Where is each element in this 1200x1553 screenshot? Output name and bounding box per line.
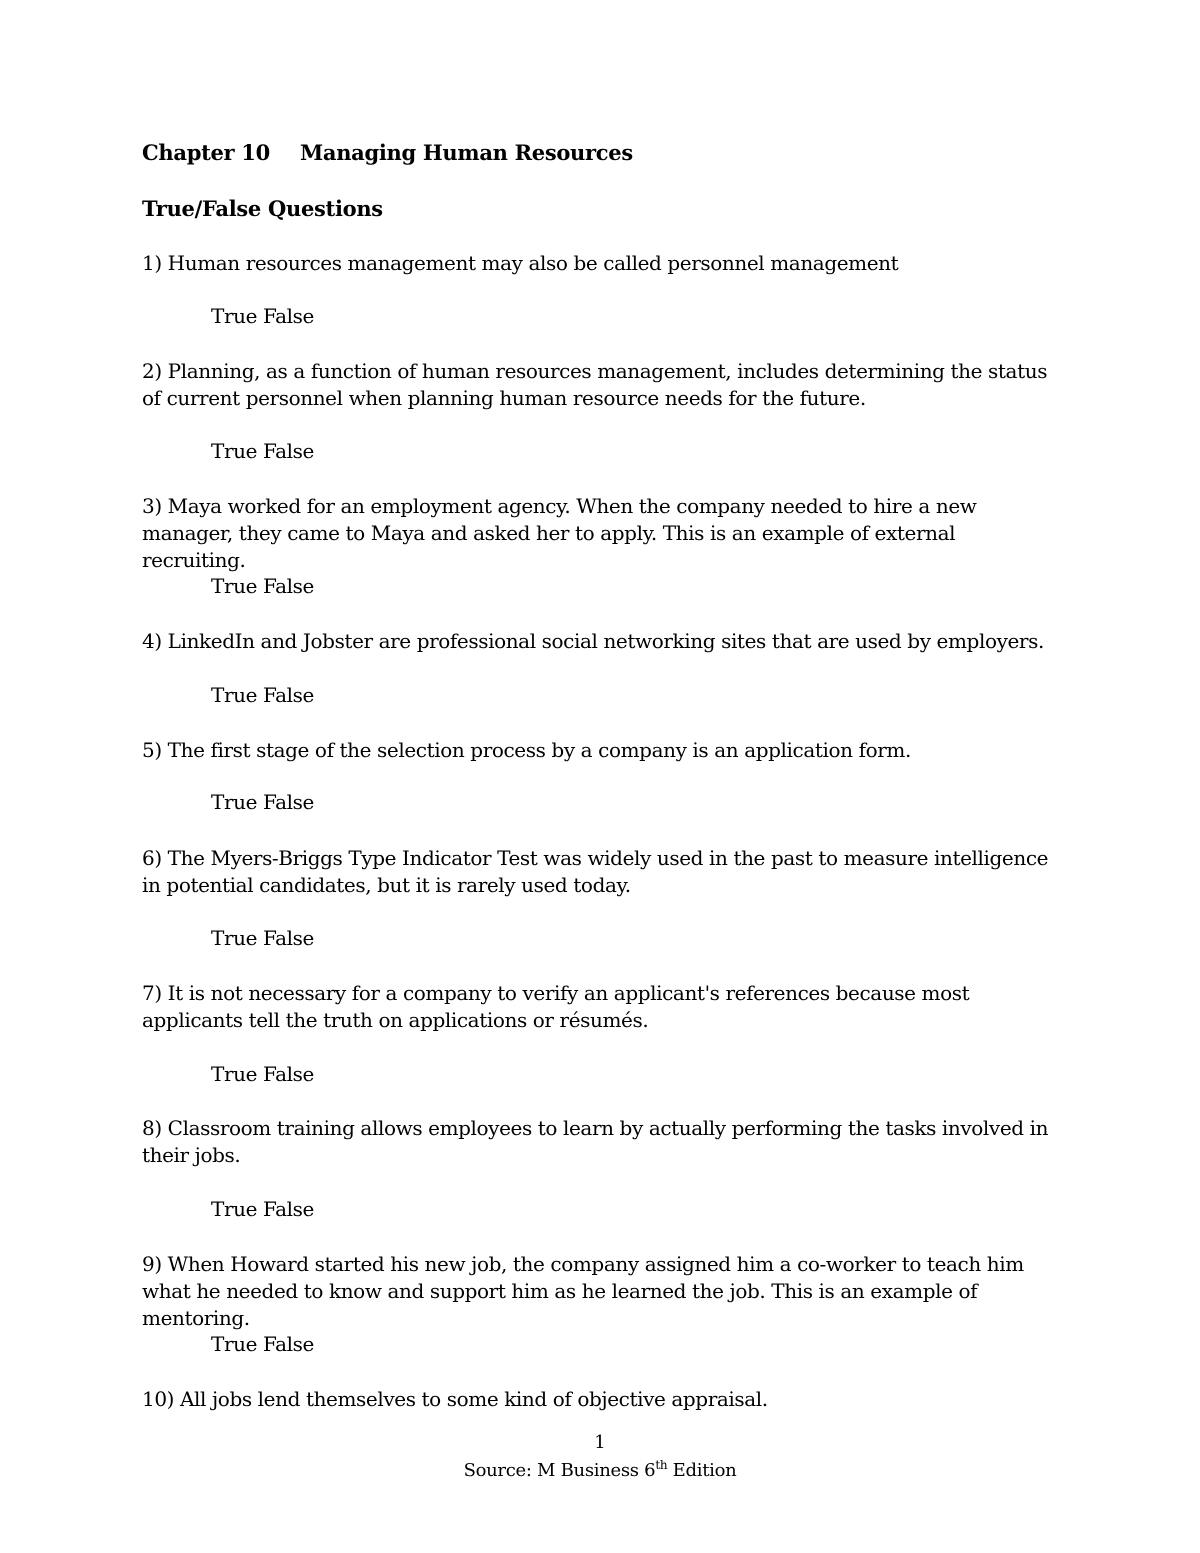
source-suffix: Edition — [667, 1460, 737, 1481]
answer-options-5: True False — [211, 790, 314, 814]
question-8: 8) Classroom training allows employees to learn by actually performing the tasks involved in their jobs. — [142, 1116, 1049, 1167]
question-4: 4) LinkedIn and Jobster are professional social networking sites that are used by employers. — [142, 629, 1044, 653]
question-2: 2) Planning, as a function of human resources management, includes determining the status of current personnel when planning human resource needs for the future. — [142, 359, 1048, 410]
answer-options-8: True False — [211, 1197, 314, 1221]
question-6: 6) The Myers-Briggs Type Indicator Test was widely used in the past to measure intelligence in potential candidates, but it is rarely used today. — [142, 846, 1049, 897]
answer-options-4: True False — [211, 683, 314, 707]
source-footer — [0, 1458, 1200, 1481]
answer-options-2: True False — [211, 439, 314, 463]
section-heading: True/False Questions — [142, 196, 383, 221]
answer-options-6: True False — [211, 926, 314, 950]
page-number: 1 — [594, 1432, 606, 1453]
chapter-title: Managing Human Resources — [299, 140, 633, 165]
chapter-heading — [142, 140, 633, 165]
question-3: 3) Maya worked for an employment agency. When the company needed to hire a new manager, they came to Maya and asked her to apply. This is an example of external recruiting. — [142, 494, 977, 572]
source-prefix: Source: M Business 6 — [463, 1460, 656, 1481]
answer-options-7: True False — [211, 1062, 314, 1086]
answer-options-9: True False — [211, 1332, 314, 1356]
question-5: 5) The first stage of the selection process by a company is an application form. — [142, 738, 911, 762]
question-7: 7) It is not necessary for a company to verify an applicant's references because most applicants tell the truth on applications or résumés. — [142, 981, 970, 1032]
answer-options-3: True False — [211, 574, 314, 598]
question-1: 1) Human resources management may also be called personnel management — [142, 251, 899, 275]
chapter-number: Chapter 10 — [142, 140, 270, 165]
answer-options-1: True False — [211, 304, 314, 328]
question-10: 10) All jobs lend themselves to some kind of objective appraisal. — [142, 1387, 768, 1411]
question-9: 9) When Howard started his new job, the company assigned him a co-worker to teach him what he needed to know and support him as he learned the job. This is an example of mentoring. — [142, 1252, 1024, 1330]
source-superscript: th — [655, 1458, 668, 1472]
